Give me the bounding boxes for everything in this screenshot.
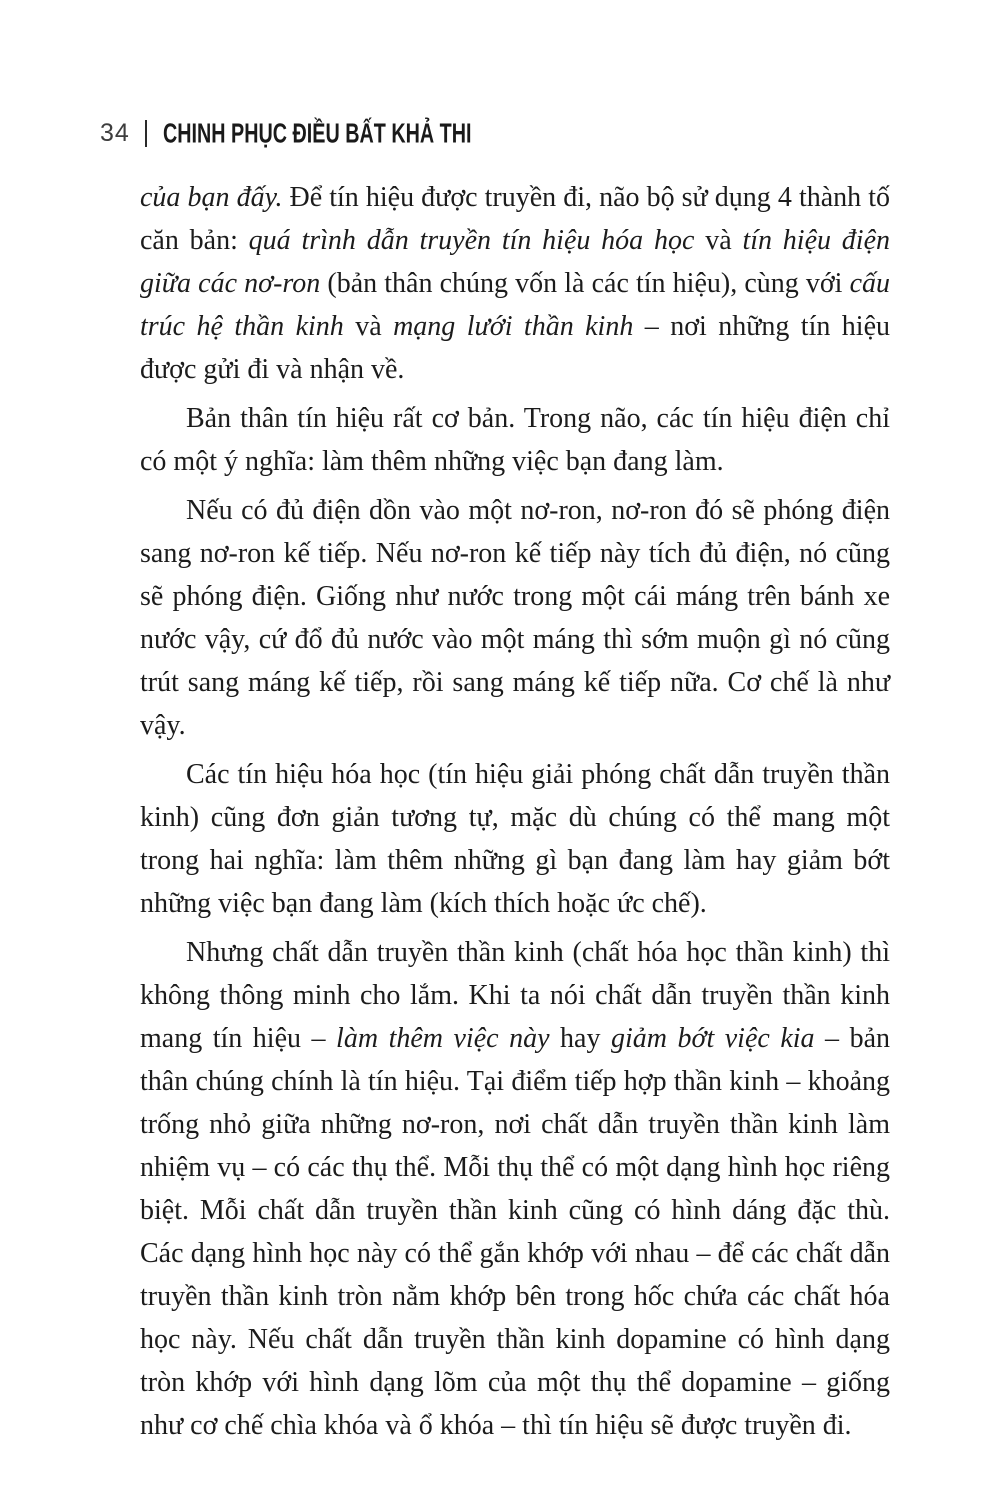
emphasis-text: tín hiệu điện giữa các nơ-ron: [140, 225, 890, 299]
body-run: Nếu có đủ điện dồn vào một nơ-ron, nơ-ron đó sẽ phóng điện sang nơ-ron kế tiếp. Nếu nơ-ron kế tiếp này tích đủ điện, nó cũng sẽ phóng điện. Giống như nước trong một cái máng trên bánh xe nước vậy, cứ đổ đủ nước vào một máng thì sớm muộn gì nó cũng trút sang máng kế tiếp, rồi sang máng kế tiếp nữa. Cơ chế là như vậy.: [140, 495, 890, 741]
body-run: hay: [549, 1023, 611, 1054]
paragraph: [140, 176, 890, 391]
body-run: (bản thân chúng vốn là các tín hiệu), cùng với: [320, 268, 850, 299]
body-run: và: [343, 311, 394, 342]
body-run: Để tín hiệu được truyền đi, não bộ sử dụng 4 thành tố căn bản:: [140, 182, 890, 256]
paragraph: [140, 489, 890, 747]
emphasis-text: mạng lưới thần kinh: [393, 311, 634, 342]
body-run: – bản thân chúng chính là tín hiệu. Tại điểm tiếp hợp thần kinh – khoảng trống nhỏ giữa những nơ-ron, nơi chất dẫn truyền thần kinh làm nhiệm vụ – có các thụ thể. Mỗi thụ thể có một dạng hình học riêng biệt. Mỗi chất dẫn truyền thần kinh cũng có hình dáng đặc thù. Các dạng hình học này có thể gắn khớp với nhau – để các chất dẫn truyền thần kinh tròn nằm khớp bên trong hốc chứa các chất hóa học này. Nếu chất dẫn truyền thần kinh dopamine có hình dạng tròn khớp với hình dạng lõm của một thụ thể dopamine – giống như cơ chế chìa khóa và ổ khóa – thì tín hiệu sẽ được truyền đi.: [140, 1023, 890, 1441]
paragraph: [140, 753, 890, 925]
emphasis-text: giảm bớt việc kia: [610, 1023, 815, 1054]
body-text: [140, 176, 890, 1453]
running-head: [100, 118, 569, 149]
body-run: Các tín hiệu hóa học (tín hiệu giải phóng chất dẫn truyền thần kinh) cũng đơn giản tương tự, mặc dù chúng có thể mang một trong hai nghĩa: làm thêm những gì bạn đang làm hay giảm bớt những việc bạn đang làm (kích thích hoặc ức chế).: [140, 759, 890, 919]
body-run: – nơi những tín hiệu được gửi đi và nhận về.: [140, 311, 890, 385]
body-run: Nhưng chất dẫn truyền thần kinh (chất hóa học thần kinh) thì không thông minh cho lắm. Khi ta nói chất dẫn truyền thần kinh mang tín hiệu –: [140, 937, 890, 1054]
page-number: 34: [100, 119, 130, 147]
emphasis-text: cấu trúc hệ thần kinh: [140, 268, 891, 342]
body-run: và: [694, 225, 743, 256]
running-head-title: CHINH PHỤC ĐIỀU BẤT KHẢ THI: [162, 116, 472, 150]
emphasis-text: của bạn đấy.: [140, 182, 283, 213]
paragraph: [140, 931, 890, 1447]
body-run: Bản thân tín hiệu rất cơ bản. Trong não, các tín hiệu điện chỉ có một ý nghĩa: làm thêm những việc bạn đang làm.: [140, 403, 890, 477]
emphasis-text: quá trình dẫn truyền tín hiệu hóa học: [248, 225, 695, 256]
header-divider: [145, 120, 147, 147]
emphasis-text: làm thêm việc này: [336, 1023, 550, 1054]
paragraph: [140, 397, 890, 483]
